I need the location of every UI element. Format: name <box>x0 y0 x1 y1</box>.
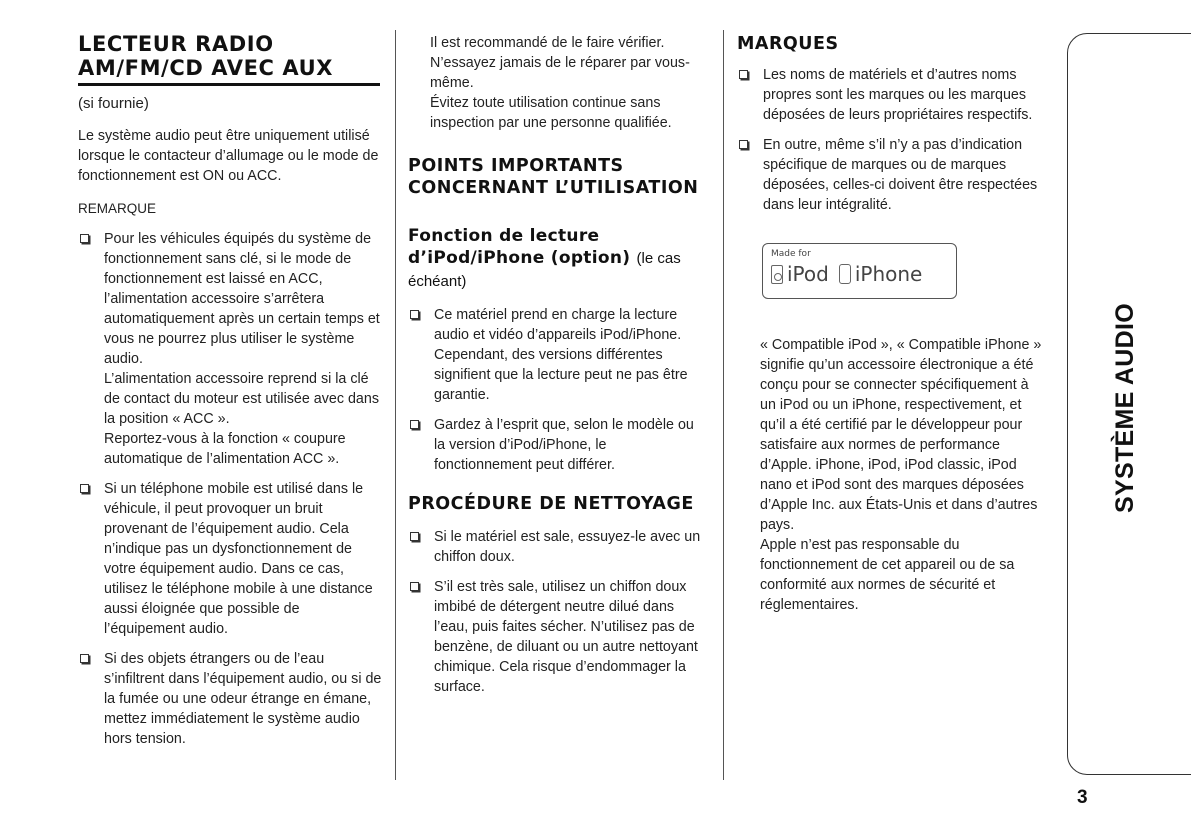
list-item <box>78 229 383 469</box>
heading-trademarks: MARQUES <box>737 34 839 54</box>
logo-ipod: iPod <box>787 262 829 286</box>
bullet-text: Gardez à l’esprit que, selon le modèle ou la version d’iPod/iPhone, le fonctionnement peut différer. <box>434 417 694 473</box>
ipod-icon <box>771 265 783 284</box>
bullet-box-icon <box>410 310 419 319</box>
subheading-note: (le cas échéant) <box>408 250 681 290</box>
bullet-text: L’alimentation accessoire reprend si la clé de contact du moteur est utilisée avec dans la position « ACC ». <box>104 371 379 427</box>
column-1 <box>78 32 383 759</box>
iphone-icon <box>839 264 851 284</box>
list-item <box>408 577 708 697</box>
remark-label: REMARQUE <box>78 201 157 216</box>
heading-usage: POINTS IMPORTANTS CONCERNANT L’UTILISATION <box>408 156 699 198</box>
compatibility-paragraph: « Compatible iPod », « Compatible iPhone » signifie qu’un accessoire électronique a été conçu pour se connecter spécifiquement à un iPod ou un iPhone, respectivement, et qu’il a été certifié par le développeur pour satisfaire aux normes de performance d’Apple. iPhone, iPod, iPod classic, iPod nano et iPod sont des marques déposées d’Apple Inc. aux États-Unis et dans d’autres pays. <box>760 337 1042 533</box>
bullet-text: Ce matériel prend en charge la lecture audio et vidéo d’appareils iPod/iPhone. Cependant, des versions différentes signifient que la lecture peut ne pas être garantie. <box>434 307 688 403</box>
logo-made-for: Made for <box>771 249 811 259</box>
ipod-list <box>408 305 708 475</box>
bullet-box-icon <box>410 420 419 429</box>
subheading-ipod <box>408 225 708 293</box>
list-item <box>78 649 383 749</box>
logo-iphone: iPhone <box>854 262 923 286</box>
page-number: 3 <box>1077 787 1088 808</box>
continued-text: Évitez toute utilisation continue sans inspection par une personne qualifiée. <box>430 95 672 131</box>
bullet-text: S’il est très sale, utilisez un chiffon doux imbibé de détergent neutre dilué dans l’eau, puis faites sécher. N’utilisez pas de benzène, de diluant ou un autre nettoyant chimique. Cela risque d’endommager la surface. <box>434 579 698 695</box>
bullet-box-icon <box>410 532 419 541</box>
bullet-text: Si des objets étrangers ou de l’eau s’infiltrent dans l’équipement audio, ou si de la fumée ou une odeur étrange en émane, mettez immédiatement le système audio hors tension. <box>104 651 382 747</box>
subheading-text: Fonction de lecture d’iPod/iPhone (option) <box>408 226 631 268</box>
apple-disclaimer: Apple n’est pas responsable du fonctionnement de cet appareil ou de sa conformité aux normes de sécurité et réglementaires. <box>760 537 1015 613</box>
column-divider <box>723 30 724 780</box>
column-2 <box>408 33 708 707</box>
subtitle: (si fournie) <box>78 95 149 112</box>
bullet-box-icon <box>80 484 89 493</box>
bullet-box-icon <box>410 582 419 591</box>
intro-paragraph: Le système audio peut être uniquement utilisé lorsque le contacteur d’allumage ou le mode de fonctionnement est ON ou ACC. <box>78 128 379 184</box>
bullet-text: Si le matériel est sale, essuyez-le avec un chiffon doux. <box>434 529 701 565</box>
heading-cleaning: PROCÉDURE DE NETTOYAGE <box>408 494 694 514</box>
column-divider <box>395 30 396 780</box>
list-item <box>408 305 708 405</box>
title-line-1: LECTEUR RADIO <box>78 32 274 56</box>
list-item <box>78 479 383 639</box>
bullet-box-icon <box>80 654 89 663</box>
bullet-text: En outre, même s’il n’y a pas d’indication spécifique de marques ou de marques déposées, celles-ci doivent être respectées dans leur intégralité. <box>763 137 1038 213</box>
bullet-box-icon <box>80 234 89 243</box>
section-tab-label: SYSTÈME AUDIO <box>1111 303 1139 513</box>
bullet-box-icon <box>739 70 748 79</box>
bullet-text: Les noms de matériels et d’autres noms propres sont les marques ou les marques déposées de leurs propriétaires respectifs. <box>763 67 1033 123</box>
list-item <box>737 135 1042 215</box>
bullet-text: Reportez-vous à la fonction « coupure automatique de l’alimentation ACC ». <box>104 431 346 467</box>
bullet-text: Si un téléphone mobile est utilisé dans le véhicule, il peut provoquer un bruit provenant de l’équipement audio. Cela n’indique pas un dysfonctionnement de votre équipement audio. Dans ce cas, utilisez le téléphone mobile à une distance aussi éloignée que possible de l’équipement audio. <box>104 481 373 637</box>
remark-list <box>78 229 383 749</box>
bullet-text: Pour les véhicules équipés du système de fonctionnement sans clé, si le mode de fonctionnement est laissé en ACC, l’alimentation accessoire s’arrêtera automatiquement après un certain temps et vous ne pourrez plus utiliser le système audio. <box>104 231 380 367</box>
column-3 <box>737 33 1042 615</box>
list-item <box>737 65 1042 125</box>
list-item <box>408 527 708 567</box>
trademark-list <box>737 65 1042 215</box>
list-item <box>408 415 708 475</box>
title-rule <box>78 83 380 86</box>
continued-text: Il est recommandé de le faire vérifier. N’essayez jamais de le réparer par vous-même. <box>430 35 690 91</box>
made-for-ipod-iphone-logo <box>762 243 957 299</box>
bullet-box-icon <box>739 140 748 149</box>
cleaning-list <box>408 527 708 697</box>
title-line-2: AM/FM/CD AVEC AUX <box>78 56 334 80</box>
